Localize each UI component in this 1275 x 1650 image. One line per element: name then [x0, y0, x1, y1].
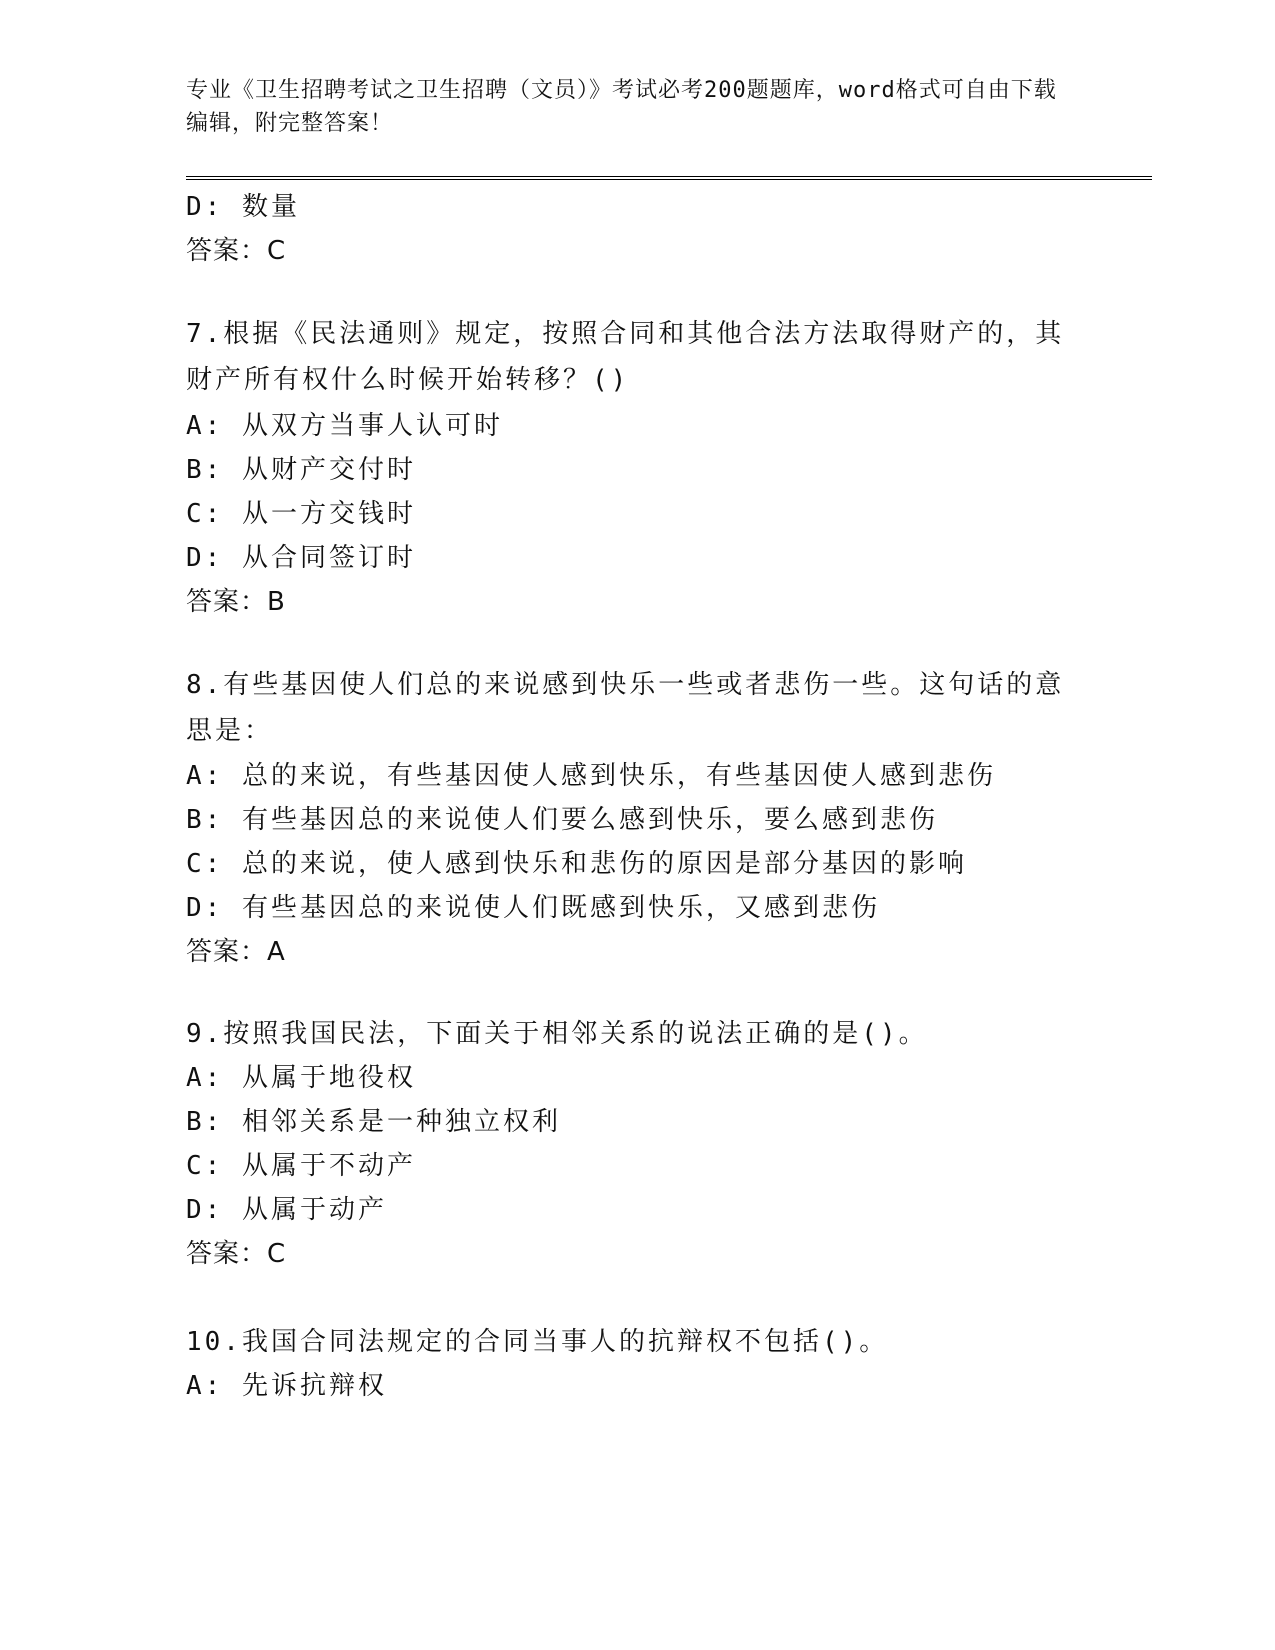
question-8-answer: 答案：A [186, 937, 286, 967]
header-divider [186, 176, 1152, 180]
question-9-option-a: A: 从属于地役权 [186, 1063, 416, 1093]
question-9-option-c: C: 从属于不动产 [186, 1151, 416, 1181]
question-10-option-a: A: 先诉抗辩权 [186, 1371, 387, 1401]
header-title: 专业《卫生招聘考试之卫生招聘（文员）》考试必考200题题库，word格式可自由下载编辑，附完整答案！ [186, 78, 1057, 136]
question-7-answer: 答案：B [186, 587, 286, 617]
question-7-option-d: D: 从合同签订时 [186, 543, 416, 573]
question-8-option-d: D: 有些基因总的来说使人们既感到快乐，又感到悲伤 [186, 893, 880, 923]
question-9-option-d: D: 从属于动产 [186, 1195, 387, 1225]
question-7-option-b: B: 从财产交付时 [186, 455, 416, 485]
question-9-answer: 答案：C [186, 1239, 287, 1269]
question-7-stem: 7.根据《民法通则》规定，按照合同和其他合法方法取得财产的，其财产所有权什么时候开始转移？() [186, 319, 1065, 395]
prev-option-d: D: 数量 [186, 192, 300, 222]
question-10-stem: 10.我国合同法规定的合同当事人的抗辩权不包括()。 [186, 1327, 889, 1357]
question-8-option-c: C: 总的来说，使人感到快乐和悲伤的原因是部分基因的影响 [186, 849, 967, 879]
prev-answer: 答案：C [186, 236, 287, 266]
question-8-stem: 8.有些基因使人们总的来说感到快乐一些或者悲伤一些。这句话的意思是： [186, 670, 1065, 746]
question-8-option-b: B: 有些基因总的来说使人们要么感到快乐，要么感到悲伤 [186, 805, 938, 835]
question-9-option-b: B: 相邻关系是一种独立权利 [186, 1107, 561, 1137]
question-8-option-a: A: 总的来说，有些基因使人感到快乐，有些基因使人感到悲伤 [186, 761, 996, 791]
question-9-stem: 9.按照我国民法，下面关于相邻关系的说法正确的是()。 [186, 1019, 928, 1049]
question-7-option-a: A: 从双方当事人认可时 [186, 411, 503, 441]
question-7-option-c: C: 从一方交钱时 [186, 499, 416, 529]
